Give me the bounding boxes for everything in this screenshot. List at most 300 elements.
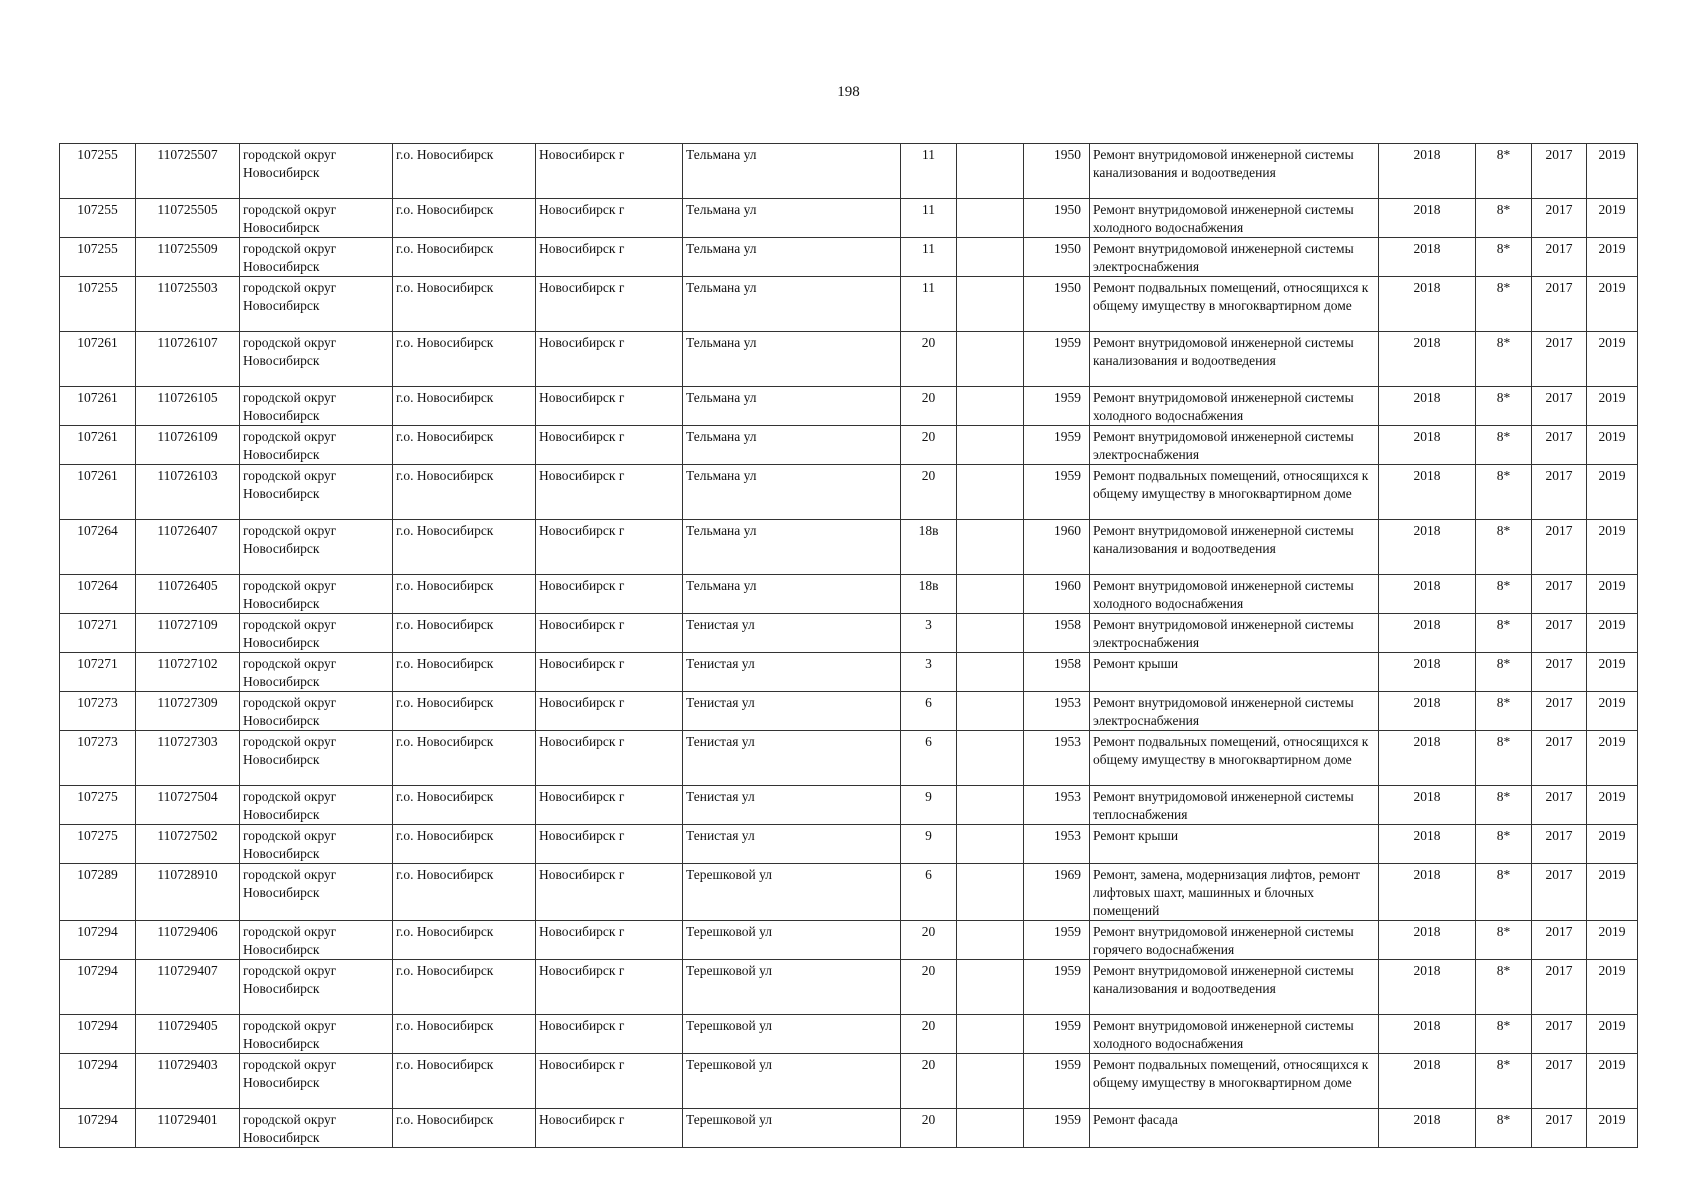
cell-end-year: 2019 xyxy=(1587,575,1638,614)
cell-city: Новосибирск г xyxy=(536,1054,683,1109)
cell-street: Тельмана ул xyxy=(683,199,901,238)
cell-term: 8* xyxy=(1476,199,1532,238)
cell-start-year: 2017 xyxy=(1532,520,1587,575)
cell-work-code: 110728910 xyxy=(136,864,240,921)
cell-plan-year: 2018 xyxy=(1379,825,1476,864)
cell-district: городской округ Новосибирск xyxy=(240,864,393,921)
table-row xyxy=(60,332,1638,387)
cell-end-year: 2019 xyxy=(1587,1054,1638,1109)
cell-district: городской округ Новосибирск xyxy=(240,426,393,465)
cell-start-year: 2017 xyxy=(1532,864,1587,921)
cell-corpus xyxy=(957,692,1024,731)
cell-object-id: 107294 xyxy=(60,1109,136,1148)
cell-municipality: г.о. Новосибирск xyxy=(393,238,536,277)
cell-work-code: 110727502 xyxy=(136,825,240,864)
cell-end-year: 2019 xyxy=(1587,921,1638,960)
cell-object-id: 107255 xyxy=(60,144,136,199)
cell-corpus xyxy=(957,864,1024,921)
cell-work-code: 110729401 xyxy=(136,1109,240,1148)
cell-end-year: 2019 xyxy=(1587,614,1638,653)
cell-work-type: Ремонт внутридомовой инженерной системы электроснабжения xyxy=(1090,426,1379,465)
cell-municipality: г.о. Новосибирск xyxy=(393,1109,536,1148)
cell-municipality: г.о. Новосибирск xyxy=(393,960,536,1015)
table-body xyxy=(60,144,1638,1148)
cell-street: Тенистая ул xyxy=(683,731,901,786)
cell-start-year: 2017 xyxy=(1532,465,1587,520)
cell-city: Новосибирск г xyxy=(536,144,683,199)
cell-plan-year: 2018 xyxy=(1379,864,1476,921)
cell-street: Тельмана ул xyxy=(683,277,901,332)
cell-object-id: 107261 xyxy=(60,332,136,387)
cell-city: Новосибирск г xyxy=(536,465,683,520)
cell-work-code: 110727303 xyxy=(136,731,240,786)
cell-object-id: 107294 xyxy=(60,1015,136,1054)
cell-house: 6 xyxy=(901,731,957,786)
cell-build-year: 1950 xyxy=(1024,277,1090,332)
cell-city: Новосибирск г xyxy=(536,1109,683,1148)
cell-build-year: 1959 xyxy=(1024,465,1090,520)
cell-house: 3 xyxy=(901,614,957,653)
cell-plan-year: 2018 xyxy=(1379,786,1476,825)
cell-municipality: г.о. Новосибирск xyxy=(393,825,536,864)
cell-house: 11 xyxy=(901,238,957,277)
cell-district: городской округ Новосибирск xyxy=(240,960,393,1015)
cell-municipality: г.о. Новосибирск xyxy=(393,1054,536,1109)
cell-build-year: 1953 xyxy=(1024,692,1090,731)
cell-plan-year: 2018 xyxy=(1379,921,1476,960)
cell-district: городской округ Новосибирск xyxy=(240,144,393,199)
cell-start-year: 2017 xyxy=(1532,921,1587,960)
cell-street: Терешковой ул xyxy=(683,864,901,921)
cell-plan-year: 2018 xyxy=(1379,1054,1476,1109)
cell-house: 20 xyxy=(901,426,957,465)
cell-end-year: 2019 xyxy=(1587,786,1638,825)
cell-street: Тенистая ул xyxy=(683,653,901,692)
cell-plan-year: 2018 xyxy=(1379,1109,1476,1148)
cell-object-id: 107261 xyxy=(60,426,136,465)
table-row xyxy=(60,653,1638,692)
cell-municipality: г.о. Новосибирск xyxy=(393,332,536,387)
cell-build-year: 1959 xyxy=(1024,387,1090,426)
cell-object-id: 107294 xyxy=(60,921,136,960)
cell-work-type: Ремонт подвальных помещений, относящихся к общему имуществу в многоквартирном доме xyxy=(1090,731,1379,786)
cell-work-code: 110725505 xyxy=(136,199,240,238)
cell-work-type: Ремонт фасада xyxy=(1090,1109,1379,1148)
cell-city: Новосибирск г xyxy=(536,238,683,277)
cell-build-year: 1959 xyxy=(1024,332,1090,387)
cell-plan-year: 2018 xyxy=(1379,731,1476,786)
cell-work-code: 110726109 xyxy=(136,426,240,465)
cell-municipality: г.о. Новосибирск xyxy=(393,921,536,960)
cell-work-code: 110726405 xyxy=(136,575,240,614)
cell-corpus xyxy=(957,238,1024,277)
cell-work-code: 110726103 xyxy=(136,465,240,520)
cell-house: 11 xyxy=(901,144,957,199)
cell-term: 8* xyxy=(1476,1109,1532,1148)
capital-repair-table xyxy=(59,143,1638,1148)
cell-work-code: 110726105 xyxy=(136,387,240,426)
cell-house: 20 xyxy=(901,387,957,426)
cell-end-year: 2019 xyxy=(1587,1015,1638,1054)
table-row xyxy=(60,277,1638,332)
table-row xyxy=(60,614,1638,653)
cell-street: Тенистая ул xyxy=(683,825,901,864)
cell-build-year: 1969 xyxy=(1024,864,1090,921)
cell-district: городской округ Новосибирск xyxy=(240,575,393,614)
table-row xyxy=(60,520,1638,575)
table-row xyxy=(60,465,1638,520)
cell-work-type: Ремонт крыши xyxy=(1090,825,1379,864)
cell-build-year: 1950 xyxy=(1024,238,1090,277)
table-row xyxy=(60,921,1638,960)
page-number: 198 xyxy=(837,84,860,100)
cell-street: Тельмана ул xyxy=(683,238,901,277)
cell-end-year: 2019 xyxy=(1587,825,1638,864)
cell-start-year: 2017 xyxy=(1532,144,1587,199)
cell-object-id: 107255 xyxy=(60,238,136,277)
cell-build-year: 1953 xyxy=(1024,825,1090,864)
cell-term: 8* xyxy=(1476,653,1532,692)
cell-house: 20 xyxy=(901,465,957,520)
cell-end-year: 2019 xyxy=(1587,1109,1638,1148)
cell-municipality: г.о. Новосибирск xyxy=(393,1015,536,1054)
cell-city: Новосибирск г xyxy=(536,277,683,332)
cell-street: Тельмана ул xyxy=(683,144,901,199)
cell-term: 8* xyxy=(1476,238,1532,277)
cell-municipality: г.о. Новосибирск xyxy=(393,575,536,614)
cell-municipality: г.о. Новосибирск xyxy=(393,277,536,332)
cell-corpus xyxy=(957,332,1024,387)
cell-work-type: Ремонт внутридомовой инженерной системы холодного водоснабжения xyxy=(1090,1015,1379,1054)
cell-work-type: Ремонт внутридомовой инженерной системы холодного водоснабжения xyxy=(1090,575,1379,614)
cell-plan-year: 2018 xyxy=(1379,144,1476,199)
cell-term: 8* xyxy=(1476,786,1532,825)
cell-district: городской округ Новосибирск xyxy=(240,825,393,864)
cell-corpus xyxy=(957,199,1024,238)
cell-corpus xyxy=(957,960,1024,1015)
cell-work-code: 110729407 xyxy=(136,960,240,1015)
cell-object-id: 107275 xyxy=(60,786,136,825)
cell-street: Терешковой ул xyxy=(683,960,901,1015)
cell-corpus xyxy=(957,921,1024,960)
cell-city: Новосибирск г xyxy=(536,921,683,960)
cell-municipality: г.о. Новосибирск xyxy=(393,786,536,825)
cell-build-year: 1953 xyxy=(1024,731,1090,786)
table-row xyxy=(60,144,1638,199)
cell-object-id: 107273 xyxy=(60,692,136,731)
cell-build-year: 1959 xyxy=(1024,921,1090,960)
cell-street: Тельмана ул xyxy=(683,332,901,387)
cell-object-id: 107264 xyxy=(60,520,136,575)
cell-house: 11 xyxy=(901,199,957,238)
cell-start-year: 2017 xyxy=(1532,692,1587,731)
cell-corpus xyxy=(957,1109,1024,1148)
cell-start-year: 2017 xyxy=(1532,277,1587,332)
cell-start-year: 2017 xyxy=(1532,1109,1587,1148)
cell-object-id: 107261 xyxy=(60,387,136,426)
cell-end-year: 2019 xyxy=(1587,731,1638,786)
cell-city: Новосибирск г xyxy=(536,653,683,692)
cell-term: 8* xyxy=(1476,864,1532,921)
cell-house: 9 xyxy=(901,786,957,825)
cell-start-year: 2017 xyxy=(1532,825,1587,864)
cell-term: 8* xyxy=(1476,1015,1532,1054)
cell-term: 8* xyxy=(1476,731,1532,786)
cell-street: Терешковой ул xyxy=(683,1015,901,1054)
cell-corpus xyxy=(957,277,1024,332)
cell-corpus xyxy=(957,520,1024,575)
cell-work-type: Ремонт подвальных помещений, относящихся к общему имуществу в многоквартирном доме xyxy=(1090,1054,1379,1109)
cell-work-type: Ремонт внутридомовой инженерной системы электроснабжения xyxy=(1090,614,1379,653)
cell-district: городской округ Новосибирск xyxy=(240,332,393,387)
cell-city: Новосибирск г xyxy=(536,199,683,238)
cell-street: Тельмана ул xyxy=(683,465,901,520)
cell-work-code: 110727102 xyxy=(136,653,240,692)
cell-city: Новосибирск г xyxy=(536,332,683,387)
cell-corpus xyxy=(957,825,1024,864)
cell-corpus xyxy=(957,387,1024,426)
cell-corpus xyxy=(957,465,1024,520)
cell-term: 8* xyxy=(1476,465,1532,520)
cell-term: 8* xyxy=(1476,277,1532,332)
cell-start-year: 2017 xyxy=(1532,238,1587,277)
cell-house: 18в xyxy=(901,520,957,575)
cell-street: Тенистая ул xyxy=(683,692,901,731)
cell-build-year: 1950 xyxy=(1024,199,1090,238)
cell-start-year: 2017 xyxy=(1532,1015,1587,1054)
cell-house: 20 xyxy=(901,1054,957,1109)
cell-build-year: 1960 xyxy=(1024,520,1090,575)
cell-corpus xyxy=(957,786,1024,825)
cell-city: Новосибирск г xyxy=(536,387,683,426)
cell-work-type: Ремонт внутридомовой инженерной системы электроснабжения xyxy=(1090,692,1379,731)
cell-house: 3 xyxy=(901,653,957,692)
cell-end-year: 2019 xyxy=(1587,387,1638,426)
cell-street: Тельмана ул xyxy=(683,520,901,575)
cell-municipality: г.о. Новосибирск xyxy=(393,387,536,426)
cell-object-id: 107255 xyxy=(60,199,136,238)
cell-municipality: г.о. Новосибирск xyxy=(393,653,536,692)
cell-work-type: Ремонт подвальных помещений, относящихся к общему имуществу в многоквартирном доме xyxy=(1090,465,1379,520)
cell-end-year: 2019 xyxy=(1587,238,1638,277)
table-row xyxy=(60,575,1638,614)
cell-municipality: г.о. Новосибирск xyxy=(393,144,536,199)
table-row xyxy=(60,1109,1638,1148)
cell-house: 20 xyxy=(901,332,957,387)
cell-end-year: 2019 xyxy=(1587,864,1638,921)
table-row xyxy=(60,786,1638,825)
cell-work-code: 110725509 xyxy=(136,238,240,277)
cell-district: городской округ Новосибирск xyxy=(240,786,393,825)
cell-build-year: 1959 xyxy=(1024,1015,1090,1054)
cell-work-code: 110726407 xyxy=(136,520,240,575)
cell-term: 8* xyxy=(1476,520,1532,575)
table-row xyxy=(60,426,1638,465)
cell-municipality: г.о. Новосибирск xyxy=(393,520,536,575)
cell-end-year: 2019 xyxy=(1587,465,1638,520)
cell-work-code: 110725507 xyxy=(136,144,240,199)
cell-work-code: 110727309 xyxy=(136,692,240,731)
cell-build-year: 1959 xyxy=(1024,1054,1090,1109)
cell-district: городской округ Новосибирск xyxy=(240,1109,393,1148)
cell-plan-year: 2018 xyxy=(1379,277,1476,332)
cell-work-type: Ремонт подвальных помещений, относящихся к общему имуществу в многоквартирном доме xyxy=(1090,277,1379,332)
cell-plan-year: 2018 xyxy=(1379,614,1476,653)
cell-term: 8* xyxy=(1476,332,1532,387)
cell-start-year: 2017 xyxy=(1532,199,1587,238)
cell-corpus xyxy=(957,731,1024,786)
cell-plan-year: 2018 xyxy=(1379,199,1476,238)
cell-municipality: г.о. Новосибирск xyxy=(393,864,536,921)
cell-plan-year: 2018 xyxy=(1379,332,1476,387)
cell-term: 8* xyxy=(1476,960,1532,1015)
cell-house: 18в xyxy=(901,575,957,614)
table-row xyxy=(60,960,1638,1015)
cell-object-id: 107294 xyxy=(60,1054,136,1109)
cell-start-year: 2017 xyxy=(1532,786,1587,825)
cell-district: городской округ Новосибирск xyxy=(240,921,393,960)
cell-work-code: 110729405 xyxy=(136,1015,240,1054)
cell-corpus xyxy=(957,1015,1024,1054)
cell-end-year: 2019 xyxy=(1587,144,1638,199)
cell-district: городской округ Новосибирск xyxy=(240,465,393,520)
cell-plan-year: 2018 xyxy=(1379,960,1476,1015)
cell-city: Новосибирск г xyxy=(536,1015,683,1054)
cell-build-year: 1959 xyxy=(1024,1109,1090,1148)
cell-object-id: 107289 xyxy=(60,864,136,921)
cell-start-year: 2017 xyxy=(1532,960,1587,1015)
cell-start-year: 2017 xyxy=(1532,387,1587,426)
cell-city: Новосибирск г xyxy=(536,864,683,921)
cell-corpus xyxy=(957,614,1024,653)
table-row xyxy=(60,238,1638,277)
cell-object-id: 107273 xyxy=(60,731,136,786)
cell-house: 6 xyxy=(901,692,957,731)
cell-street: Тенистая ул xyxy=(683,614,901,653)
cell-start-year: 2017 xyxy=(1532,731,1587,786)
cell-district: городской округ Новосибирск xyxy=(240,1015,393,1054)
cell-end-year: 2019 xyxy=(1587,277,1638,332)
cell-term: 8* xyxy=(1476,144,1532,199)
cell-city: Новосибирск г xyxy=(536,692,683,731)
cell-work-type: Ремонт крыши xyxy=(1090,653,1379,692)
cell-end-year: 2019 xyxy=(1587,960,1638,1015)
table-row xyxy=(60,199,1638,238)
cell-end-year: 2019 xyxy=(1587,332,1638,387)
cell-work-code: 110726107 xyxy=(136,332,240,387)
cell-work-code: 110727109 xyxy=(136,614,240,653)
cell-district: городской округ Новосибирск xyxy=(240,277,393,332)
cell-municipality: г.о. Новосибирск xyxy=(393,465,536,520)
cell-object-id: 107255 xyxy=(60,277,136,332)
cell-build-year: 1959 xyxy=(1024,426,1090,465)
cell-build-year: 1960 xyxy=(1024,575,1090,614)
table-row xyxy=(60,864,1638,921)
cell-house: 9 xyxy=(901,825,957,864)
cell-object-id: 107271 xyxy=(60,614,136,653)
cell-municipality: г.о. Новосибирск xyxy=(393,692,536,731)
cell-house: 20 xyxy=(901,921,957,960)
cell-build-year: 1958 xyxy=(1024,653,1090,692)
cell-city: Новосибирск г xyxy=(536,786,683,825)
cell-plan-year: 2018 xyxy=(1379,426,1476,465)
cell-work-type: Ремонт, замена, модернизация лифтов, ремонт лифтовых шахт, машинных и блочных помещений xyxy=(1090,864,1379,921)
cell-work-type: Ремонт внутридомовой инженерной системы холодного водоснабжения xyxy=(1090,199,1379,238)
cell-work-type: Ремонт внутридомовой инженерной системы холодного водоснабжения xyxy=(1090,387,1379,426)
cell-municipality: г.о. Новосибирск xyxy=(393,199,536,238)
cell-plan-year: 2018 xyxy=(1379,238,1476,277)
cell-build-year: 1950 xyxy=(1024,144,1090,199)
cell-work-type: Ремонт внутридомовой инженерной системы канализования и водоотведения xyxy=(1090,520,1379,575)
cell-work-type: Ремонт внутридомовой инженерной системы канализования и водоотведения xyxy=(1090,144,1379,199)
cell-work-type: Ремонт внутридомовой инженерной системы канализования и водоотведения xyxy=(1090,332,1379,387)
cell-district: городской округ Новосибирск xyxy=(240,520,393,575)
cell-district: городской округ Новосибирск xyxy=(240,653,393,692)
cell-work-type: Ремонт внутридомовой инженерной системы горячего водоснабжения xyxy=(1090,921,1379,960)
cell-street: Тельмана ул xyxy=(683,575,901,614)
cell-city: Новосибирск г xyxy=(536,731,683,786)
table-row xyxy=(60,692,1638,731)
cell-city: Новосибирск г xyxy=(536,520,683,575)
cell-house: 20 xyxy=(901,960,957,1015)
cell-district: городской округ Новосибирск xyxy=(240,199,393,238)
cell-start-year: 2017 xyxy=(1532,1054,1587,1109)
cell-start-year: 2017 xyxy=(1532,653,1587,692)
cell-term: 8* xyxy=(1476,426,1532,465)
table-row xyxy=(60,387,1638,426)
cell-work-code: 110727504 xyxy=(136,786,240,825)
table-row xyxy=(60,825,1638,864)
cell-object-id: 107271 xyxy=(60,653,136,692)
cell-term: 8* xyxy=(1476,692,1532,731)
cell-start-year: 2017 xyxy=(1532,575,1587,614)
cell-term: 8* xyxy=(1476,825,1532,864)
cell-plan-year: 2018 xyxy=(1379,465,1476,520)
cell-street: Тельмана ул xyxy=(683,426,901,465)
cell-house: 20 xyxy=(901,1109,957,1148)
cell-plan-year: 2018 xyxy=(1379,692,1476,731)
cell-plan-year: 2018 xyxy=(1379,520,1476,575)
cell-street: Тенистая ул xyxy=(683,786,901,825)
cell-plan-year: 2018 xyxy=(1379,1015,1476,1054)
cell-house: 11 xyxy=(901,277,957,332)
cell-municipality: г.о. Новосибирск xyxy=(393,426,536,465)
cell-district: городской округ Новосибирск xyxy=(240,731,393,786)
cell-district: городской округ Новосибирск xyxy=(240,692,393,731)
cell-end-year: 2019 xyxy=(1587,199,1638,238)
cell-work-type: Ремонт внутридомовой инженерной системы теплоснабжения xyxy=(1090,786,1379,825)
cell-start-year: 2017 xyxy=(1532,426,1587,465)
table-row xyxy=(60,1015,1638,1054)
cell-work-code: 110729403 xyxy=(136,1054,240,1109)
cell-end-year: 2019 xyxy=(1587,426,1638,465)
cell-municipality: г.о. Новосибирск xyxy=(393,614,536,653)
cell-work-code: 110725503 xyxy=(136,277,240,332)
cell-district: городской округ Новосибирск xyxy=(240,387,393,426)
cell-district: городской округ Новосибирск xyxy=(240,614,393,653)
cell-end-year: 2019 xyxy=(1587,692,1638,731)
cell-corpus xyxy=(957,1054,1024,1109)
cell-municipality: г.о. Новосибирск xyxy=(393,731,536,786)
cell-street: Терешковой ул xyxy=(683,921,901,960)
cell-plan-year: 2018 xyxy=(1379,387,1476,426)
table-row xyxy=(60,1054,1638,1109)
cell-work-code: 110729406 xyxy=(136,921,240,960)
cell-start-year: 2017 xyxy=(1532,332,1587,387)
cell-term: 8* xyxy=(1476,1054,1532,1109)
cell-city: Новосибирск г xyxy=(536,614,683,653)
cell-work-type: Ремонт внутридомовой инженерной системы канализования и водоотведения xyxy=(1090,960,1379,1015)
